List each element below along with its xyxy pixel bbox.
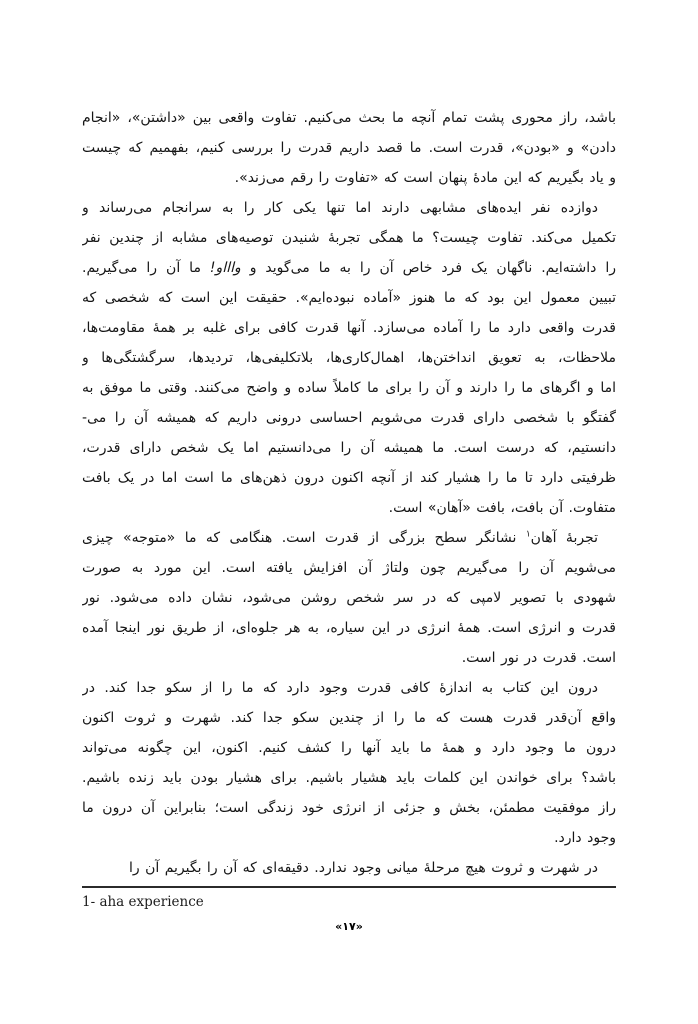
text-line: در شهرت و ثروت هیچ مرحلهٔ میانی وجود ندارد. دقیقه‌ای که آن را بگیریم آن را (128, 860, 598, 876)
text-line: ملاحظات، به تعویق انداختن‌ها، اهمال‌کاری‌ها، بلاتکلیفی‌ها، تردیدها، سرگشتگی‌ها و (82, 350, 616, 366)
text-line: شهودی با تصویر لامپی که در سر شخص روشن می‌شود، نشان داده می‌شود. نور (82, 590, 616, 606)
text-line: متفاوت. آن بافت، بافت «آهان» است. (388, 500, 616, 516)
text-line: اما و اگرهای ما را دارند و آن را برای ما کاملاً ساده و واضح می‌کنند. وقتی ما موفق به (82, 380, 616, 396)
text-line: دادن» و «بودن»، قدرت است. ما قصد داریم قدرت را بررسی کنیم، بفهمیم که چیست (82, 140, 616, 156)
emphasized-word: واااو! (209, 260, 241, 276)
text-line: وجود دارد. (554, 830, 616, 846)
text-line: تجربهٔ آهان$^۱$ نشانگر سطح بزرگی از قدرت است. هنگامی که ما «متوجه» چیزی (82, 529, 598, 546)
text-line: قدرت واقعی دارد ما را آماده می‌سازد. آنها قدرت کافی برای غلبه بر همهٔ مقاومت‌ها، (82, 320, 616, 336)
footnote-divider (82, 886, 616, 888)
paragraph (82, 673, 616, 853)
text-line: واقع آن‌قدر قدرت هست که ما را از چندین سکو جدا کند. شهرت و ثروت اکنون (82, 710, 616, 726)
paragraph (82, 523, 616, 673)
text-line: درون ما وجود دارد و همهٔ ما باید آنها را کشف کنیم. اکنون، این چگونه می‌تواند (82, 740, 616, 756)
text-line: می‌شویم آن را می‌گیریم چون ولتاژ آن افزایش یافته است. این مورد به صورت (82, 560, 616, 576)
text-line: و یاد بگیریم که این مادهٔ پنهان است که «تفاوت را رقم می‌زند». (234, 170, 616, 186)
text-line: تبیین معمول این بود که ما هنوز «آماده نبوده‌ایم». حقیقت این است که شخصی که (82, 290, 616, 306)
text-line: را داشته‌ایم. ناگهان یک فرد خاص آن را به ما می‌گوید و واااو! ما آن را می‌گیریم. (82, 260, 616, 276)
page-number: «۱۷» (335, 920, 363, 933)
text-line: درون این کتاب به اندازهٔ کافی قدرت وجود دارد که ما را از سکو جدا کند. در (82, 680, 598, 696)
paragraph (82, 193, 616, 523)
text-line: راز موفقیت مطمئن، بخش و جزئی از انرژی خود زندگی است؛ بنابراین آن درون ما (82, 800, 616, 816)
text-line: دوازده نفر ایده‌های مشابهی دارند اما تنها یکی کار را به سرانجام می‌رساند و (82, 200, 598, 216)
text-line: است. قدرت در نور است. (461, 650, 616, 666)
text-line: قدرت و انرژی است. همهٔ انرژی در این سیاره، به هر جلوه‌ای، از طریق نور اینجا آمده (82, 620, 616, 636)
paragraph (82, 103, 616, 193)
text-line: تکمیل می‌کند. تفاوت چیست؟ ما همگی تجربهٔ شنیدن توصیه‌های مشابه از چندین نفر (82, 230, 616, 246)
paragraph (82, 853, 616, 883)
text-line: ظرفیتی دارد تا ما را هشیار کند از آنچه اکنون درون ذهن‌های ما است اما در یک بافت (82, 470, 616, 486)
text-line: دانستیم، که درست است. ما همیشه آن را می‌دانستیم اما یک شخص دارای قدرت، (82, 440, 616, 456)
footnote-text: 1- aha experience (82, 894, 204, 910)
text-line: گفتگو با شخصی دارای قدرت می‌شویم احساسی درونی داریم که همیشه آن را می‌- (82, 410, 616, 426)
text-line: باشد، راز محوری پشت تمام آنچه ما بحث می‌کنیم. تفاوت واقعی بین «داشتن»، «انجام (82, 110, 616, 126)
body-text (82, 103, 616, 883)
footnote-marker: ۱ (525, 529, 531, 540)
text-line: باشد؟ برای خواندن این کلمات باید هشیار باشیم. برای هشیار بودن باید زنده باشیم. (82, 770, 616, 786)
